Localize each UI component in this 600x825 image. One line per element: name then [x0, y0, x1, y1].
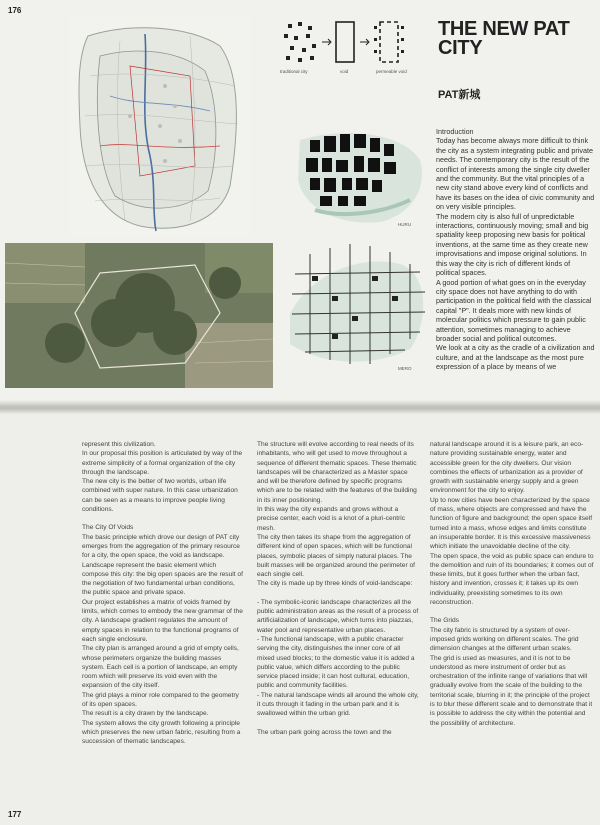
svg-text:traditional city: traditional city: [280, 69, 308, 74]
intro-heading: Introduction: [436, 127, 474, 136]
paragraph: The urban park going across the town and the: [257, 728, 392, 736]
paragraph: The basic principle which drove our design of PAT city emerges from the aggregation of the primary resource for a city, the open space, the void as landscape.: [82, 533, 240, 560]
article-subtitle-chinese: PAT新城: [438, 89, 481, 101]
aerial-photo: [5, 243, 273, 388]
urban-plan-2: [280, 234, 430, 374]
paragraph: The system allows the city growth following a principle which preserves the new urban fabric, resulting from a succession of thematic landscapes.: [82, 719, 241, 746]
paragraph: Today has become always more difficult to think the city as a system integrating public and private needs. The contemporary city is the result of the conflict of interests among the single city dweller and the community. But the vital principles of a new city stand above every kind of conflicts and have its bases on the idea of civic community and on very visible principles.: [436, 136, 595, 212]
svg-text:HURU: HURU: [398, 222, 411, 227]
top-page: [0, 0, 600, 400]
paragraph: natural landscape around it is a leisure park, an eco-nature providing sustainable energy, water and accessible green for the city dwellers. Our vision combines the effects of urbanization as a provider of growth with sustainable energy supply and a green environment for the city to enjoy.: [430, 441, 584, 495]
terrain-map-image: [70, 16, 250, 238]
paragraph: The city then takes its shape from the aggregation of different kind of open spaces, which will be functional places, symbolic places of simply natural places. The built masses will be organized around the perimeter of each single cell.: [257, 533, 415, 579]
paragraph: The result is a city drawn by the landscape.: [82, 710, 209, 718]
svg-text:void: void: [340, 69, 349, 74]
intro-column: [436, 127, 596, 372]
paragraph: The grid is used as measures, and it is not to be understood as mere instrument of order but as orchestration of the infinite range of variations that will gradually evolve from the scale of the building to the territorial scale, blurring in it; the principle of the project is to blur these different scale and to demonstrate that it is possible to address the city within the potential and the possibility of architecture.: [430, 654, 593, 727]
list-item: - The symbolic-iconic landscape characterizes all the public administration areas as the result of a process of artificialization of landscape, which turns into piazzas, water pool and representative urban places.: [257, 598, 419, 634]
paragraph: We look at a city as the cradle of a civilization and culture, and at the landscape as the most pure expression of a place by means of we: [436, 343, 595, 372]
page-number-bottom: 177: [8, 810, 22, 819]
paragraph: The new city is the better of two worlds, urban life combined with super nature. In this case urbanization can be seen as a means to improve people living conditions.: [82, 478, 238, 514]
paragraph: The modern city is also full of unpredictable interactions, continuously moving; small and big spatiality keep proposing new basis for political inventions, at the same time as they create new improvisations and impose original solutions. In this way the city is rich of different kinds of political spaces.: [436, 211, 589, 278]
paragraph: In this way the city expands and grows without a precise center, each void is a knot of a pluri-centric mesh.: [257, 506, 406, 532]
void-concept-diagram: [278, 18, 428, 76]
paragraph: The city is made up by three kinds of void-landscape:: [257, 580, 413, 588]
section-heading: The City Of Voids: [82, 524, 134, 532]
svg-text:MERO: MERO: [398, 366, 412, 371]
paragraph: Our project establishes a matrix of voids framed by limits, which comes to embody the new grammar of the city. A landscape gradient regulates the amount of empty spaces in relation to the functional programs of each single enclosure.: [82, 598, 243, 643]
article-title: THE NEW PAT CITY: [438, 18, 570, 59]
list-item: - The natural landscape winds all around the whole city, it cuts through it fading in the urban park and it is swallowed within the urban grid.: [257, 691, 419, 718]
paragraph: A good portion of what goes on in the everyday city space does not have anything to do with participation in the political field with the classical capital "P". It deals more with new kinds of molecular politics which pressure to gain public attention, sometimes managing to achieve broader social and political outcomes.: [436, 277, 592, 343]
list-item: - The functional landscape, with a public character serving the city, distinguishes the inner core of all mixed used blocks; to the domestic value it is added a public value, which differs according to the public service placed inside; it can host cultural, education, public and community facilities.: [257, 635, 415, 690]
page-number-top: 176: [8, 6, 22, 15]
text-column-2: [257, 440, 419, 737]
book-gutter: [0, 400, 600, 414]
section-heading: The Grids: [430, 617, 459, 625]
paragraph: Landscape represent the basic element which compose this city: the big open spaces are the result of the negotiation of two fundamental urban conditions, the public space and private space.: [82, 561, 243, 597]
paragraph: The open space, the void as public space can endure to the demolition and ruin of its boundaries; it comes out of these limits, but it goes further when the urban fact, history and invention, crosses it; it takes up its own individuality, preexisting sometimes to its own reconstruction.: [430, 552, 594, 607]
paragraph: In our proposal this position is articulated by way of the extreme simplicity of a formal organization of the city through the landscape.: [82, 450, 243, 476]
paragraph: The city fabric is structured by a system of over-imposed grids working on different scales. The grid dimension changes at the different urban scales.: [430, 626, 579, 653]
paragraph: Up to now cities have been characterized by the space of mass, where objects are compressed and have the function of figure and background; the open space itself turned into a mass, whose edges and limits constitute an insuperable border. It is this excessive massiveness which initiate the unavoidable decline of the city.: [430, 496, 593, 551]
text-column-1: [82, 440, 244, 747]
svg-text:permeable void: permeable void: [376, 69, 407, 74]
paragraph: The structure will evolve according to real needs of its inhabitants, who will get used to move throughout a sequence of different thematic spaces. These thematic landscapes will be characterized as a Master space and will be therefore defined by specific programs which are to be related with the features of the building in its inner positioning.: [257, 441, 417, 504]
urban-plan-1: [280, 110, 430, 228]
paragraph: The city plan is arranged around a grid of empty cells, whose perimeters organize the building masses system. Each cell is a portion of landscape, an empty room which will preserve its void even with the expansion of the city itself.: [82, 645, 239, 690]
text-column-3: [430, 440, 594, 728]
paragraph: The grid plays a minor role compared to the geometry of its open spaces.: [82, 691, 239, 709]
paragraph: represent this civilization.: [82, 441, 156, 448]
